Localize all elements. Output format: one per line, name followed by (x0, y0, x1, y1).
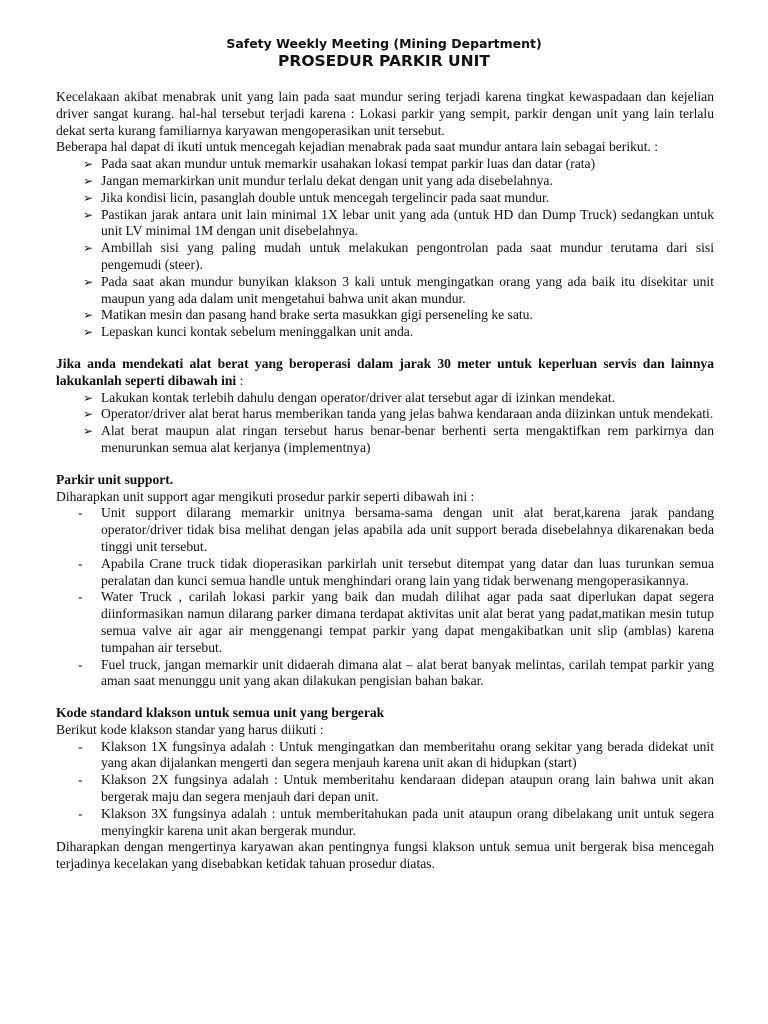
list-item-text: Operator/driver alat berat harus memberikan tanda yang jelas bahwa kendaraan anda diizinkan untuk mendekati. (101, 406, 714, 422)
dash-bullet: - (78, 505, 83, 521)
heavy-equipment-heading-suffix: : (236, 372, 244, 388)
horn-intro: Berikut kode klakson standar yang harus diikuti : (56, 721, 324, 737)
support-intro: Diharapkan unit support agar mengikuti prosedur parkir seperti dibawah ini : (56, 488, 475, 504)
list-item-text: Pada saat akan mundur bunyikan klakson 3 kali untuk mengingatkan orang yang ada baik itu disekitar unit maupun yang ada dalam unit mengetahui bahwa unit akan mundur. (101, 273, 714, 306)
horn-list (56, 739, 714, 840)
list-item-text: Apabila Crane truck tidak dioperasikan parkirlah unit tersebut ditempat yang datar dan luas turunkan semua peralatan dan kunci semua handle untuk menghindari orang lain yang tidak berwenang mengoperasikannya. (101, 555, 714, 588)
list-item-text: Klakson 1X fungsinya adalah : Untuk mengingatkan dan memberitahu orang sekitar yang berada didekat unit yang akan dijalankan mengerti dan segera menjauh karena unit akan di hidupkan (start) (101, 738, 714, 771)
list-item-text: Klakson 3X fungsinya adalah : untuk memberitahukan pada unit ataupun orang dibelakang unit untuk segera menyingkir karena unit akan bergerak mundur. (101, 805, 714, 838)
heavy-equipment-list (56, 390, 714, 457)
list-item-text: Fuel truck, jangan memarkir unit didaerah dimana alat – alat berat banyak melintas, carilah tempat parkir yang aman saat menunggu unit yang akan dilakukan pengisian bahan bakar. (101, 656, 714, 689)
dash-bullet: - (78, 555, 83, 571)
arrow-bullet-icon: ➢ (83, 207, 94, 222)
list-item (56, 324, 714, 341)
arrow-bullet-icon: ➢ (83, 390, 94, 405)
heavy-equipment-heading-text: Jika anda mendekati alat berat yang beroperasi dalam jarak 30 meter untuk keperluan servis dan lainnya lakukanlah seperti dibawah ini (56, 355, 714, 388)
list-item-text: Jangan memarkirkan unit mundur terlalu dekat dengan unit yang ada disebelahnya. (101, 172, 553, 188)
list-item-text: Pada saat akan mundur untuk memarkir usahakan lokasi tempat parkir luas dan datar (rata) (101, 156, 596, 172)
list-item-text: Lepaskan kunci kontak sebelum meninggalkan unit anda. (101, 324, 414, 340)
list-item (56, 505, 714, 555)
horn-heading: Kode standard klakson untuk semua unit yang bergerak (56, 705, 385, 721)
dash-bullet: - (78, 805, 83, 821)
list-item (56, 772, 714, 806)
list-item (56, 423, 714, 457)
list-item-text: Unit support dilarang memarkir unitnya bersama-sama dengan unit alat berat,karena jarak pandang operator/driver tidak bisa melihat dengan jelas apabila ada unit support berada disebelahnya dikarenakan beda tinggi unit tersebut. (101, 505, 714, 554)
closing-paragraph: Diharapkan dengan mengertinya karyawan akan pentingnya fungsi klakson untuk semua unit bergerak bisa mencegah terjadinya kecelakan yang disebabkan ketidak tahuan prosedur diatas. (56, 839, 714, 872)
dash-bullet: - (78, 772, 83, 788)
list-item-text: Alat berat maupun alat ringan tersebut harus benar-benar berhenti serta mengaktifkan rem parkirnya dan menurunkan semua alat kerjanya (implementnya) (101, 423, 714, 455)
dash-bullet: - (78, 738, 83, 754)
list-item (56, 806, 714, 840)
arrow-bullet-icon: ➢ (83, 157, 94, 172)
dash-bullet: - (78, 589, 83, 605)
list-item (56, 739, 714, 773)
support-heading: Parkir unit support. (56, 471, 174, 487)
intro-paragraph: Kecelakaan akibat menabrak unit yang lain pada saat mundur sering terjadi karena tingkat kewaspadaan dan kejelian driver sangat kurang. hal-hal tersebut terjadi karena : Lokasi parkir yang sempit, parkir dengan unit yang lain terlalu dekat serta kurang familiarnya karyawan mengoperasikan unit tersebut. (56, 89, 714, 138)
dash-bullet: - (78, 656, 83, 672)
list-item (56, 390, 714, 407)
list-item-text: Pastikan jarak antara unit lain minimal 1X lebar unit yang ada (untuk HD dan Dump Truck) sedangkan untuk unit LV minimal 1M dengan unit disebelahnya. (101, 206, 714, 239)
arrow-bullet-icon: ➢ (83, 325, 94, 340)
list-item (56, 589, 714, 656)
document-body (56, 89, 714, 873)
heavy-equipment-heading (56, 356, 714, 390)
arrow-bullet-icon: ➢ (83, 173, 94, 188)
arrow-bullet-icon: ➢ (83, 190, 94, 205)
list-item (56, 657, 714, 691)
list-item (56, 240, 714, 274)
arrow-bullet-icon: ➢ (83, 241, 94, 256)
list-item (56, 307, 714, 324)
list-item-text: Klakson 2X fungsinya adalah : Untuk memberitahu kendaraan didepan ataupun orang lain bahwa unit akan bergerak maju dan segera menjauh dari depan unit. (101, 772, 714, 805)
list-item-text: Ambillah sisi yang paling mudah untuk melakukan pengontrolan pada saat mundur terutama dari sisi pengemudi (steer). (101, 240, 714, 272)
list-item-text: Matikan mesin dan pasang hand brake serta masukkan gigi perseneling ke satu. (101, 307, 533, 323)
document-title: PROSEDUR PARKIR UNIT (278, 52, 490, 70)
list-item (56, 207, 714, 241)
arrow-bullet-icon: ➢ (83, 308, 94, 323)
list-item (56, 156, 714, 173)
list-item (56, 274, 714, 308)
intro-list (56, 156, 714, 341)
list-item-text: Lakukan kontak terlebih dahulu dengan operator/driver alat tersebut agar di izinkan mendekat. (101, 389, 616, 405)
arrow-bullet-icon: ➢ (83, 407, 94, 422)
list-item (56, 190, 714, 207)
list-item (56, 556, 714, 590)
document-subtitle: Safety Weekly Meeting (Mining Department) (226, 36, 542, 51)
arrow-bullet-icon: ➢ (83, 424, 94, 439)
support-list (56, 505, 714, 690)
list-item (56, 173, 714, 190)
intro-paragraph-2: Beberapa hal dapat di ikuti untuk mencegah kejadian menabrak pada saat mundur antara lain sebagai berikut. : (56, 139, 659, 155)
arrow-bullet-icon: ➢ (83, 274, 94, 289)
list-item-text: Water Truck , carilah lokasi parkir yang baik dan mudah dilihat agar pada saat diperlukan dapat segera diinformasikan namun dilarang parker dimana terdapat aktivitas unit alat berat yang padat,matikan mesin tutup semua valve air agar air menggenangi tempat parkir yang dapat mengakibatkan unit slip (amblas) karena tumpahan air tersebut. (101, 589, 714, 655)
list-item-text: Jika kondisi licin, pasanglah double untuk mencegah tergelincir pada saat mundur. (101, 189, 550, 205)
list-item (56, 406, 714, 423)
